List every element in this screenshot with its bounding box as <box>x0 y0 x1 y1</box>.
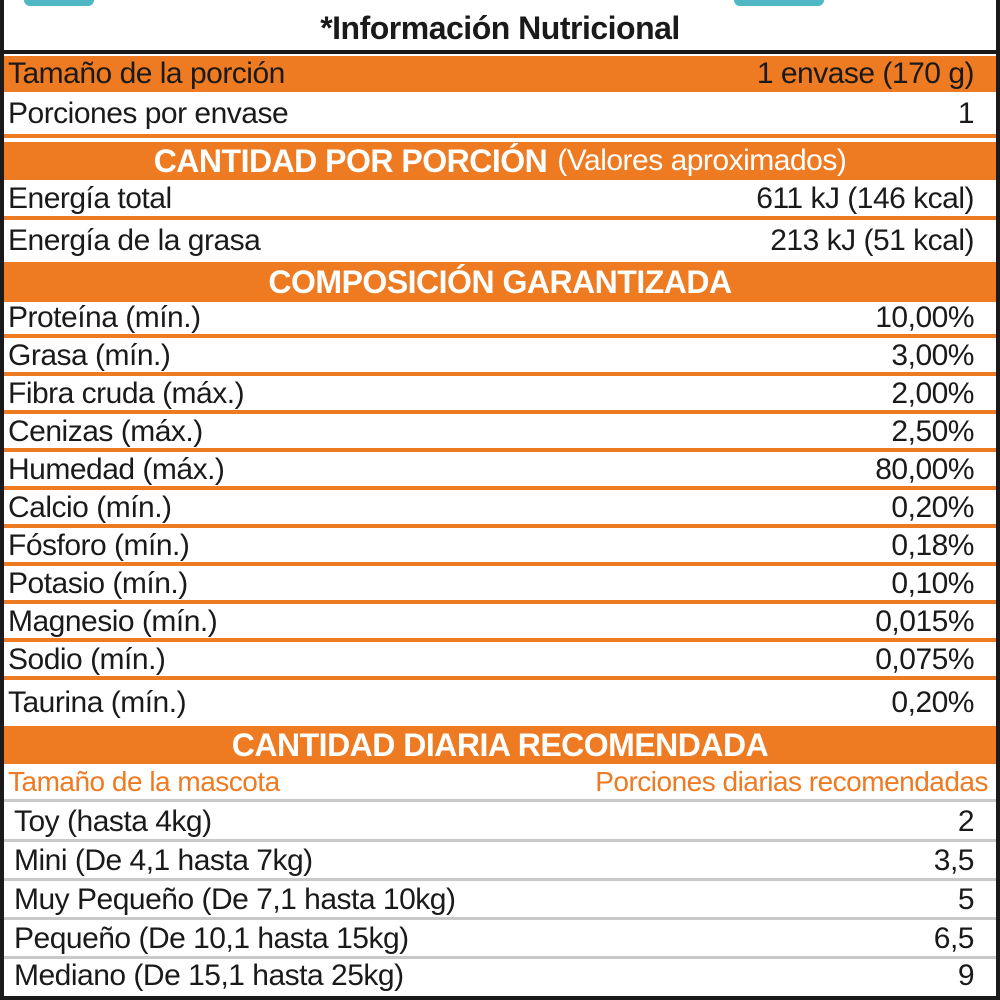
composition-value: 0,075% <box>875 643 974 676</box>
composition-label: Proteína (mín.) <box>8 301 201 334</box>
panel-title: *Información Nutricional <box>4 6 996 54</box>
pet-size-label: Mini (De 4,1 hasta 7kg) <box>14 843 313 877</box>
composition-row <box>4 530 996 566</box>
composition-label: Calcio (mín.) <box>8 491 172 524</box>
composition-label: Potasio (mín.) <box>8 567 188 600</box>
composition-label: Fibra cruda (máx.) <box>8 377 245 410</box>
composition-label: Fósforo (mín.) <box>8 529 190 562</box>
daily-portions-column-header: Porciones diarias recomendadas <box>595 765 988 797</box>
composition-row <box>4 454 996 490</box>
composition-row <box>4 682 996 724</box>
energy-label: Energía total <box>8 182 172 215</box>
servings-per-container-row <box>4 94 996 138</box>
energy-value: 213 kJ (51 kcal) <box>770 224 974 257</box>
servings-per-container-label: Porciones por envase <box>8 97 289 130</box>
daily-row <box>4 921 996 959</box>
energy-label: Energía de la grasa <box>8 224 261 257</box>
amount-section-title: CANTIDAD POR PORCIÓN <box>153 142 548 179</box>
composition-section-title: COMPOSICIÓN GARANTIZADA <box>268 263 732 300</box>
pet-size-column-header: Tamaño de la mascota <box>8 765 280 797</box>
daily-row <box>4 843 996 881</box>
serving-size-value: 1 envase (170 g) <box>756 57 974 90</box>
composition-value: 80,00% <box>875 453 974 486</box>
pet-size-label: Muy Pequeño (De 7,1 hasta 10kg) <box>14 882 456 916</box>
composition-row <box>4 340 996 376</box>
composition-label: Humedad (máx.) <box>8 453 225 486</box>
composition-row <box>4 302 996 338</box>
daily-row <box>4 882 996 920</box>
composition-row <box>4 378 996 414</box>
daily-amount-header <box>4 726 996 764</box>
composition-value: 0,20% <box>891 686 974 719</box>
pet-size-label: Toy (hasta 4kg) <box>14 804 212 838</box>
composition-row <box>4 416 996 452</box>
amount-section-note: (Valores aproximados) <box>557 144 847 177</box>
energy-row <box>4 182 996 220</box>
composition-row <box>4 492 996 528</box>
pet-size-label: Pequeño (De 10,1 hasta 15kg) <box>14 921 409 955</box>
composition-value: 3,00% <box>891 339 974 372</box>
energy-value: 611 kJ (146 kcal) <box>756 182 974 215</box>
composition-value: 10,00% <box>875 301 974 334</box>
daily-portions-value: 9 <box>957 959 974 992</box>
daily-row <box>4 804 996 842</box>
composition-label: Taurina (mín.) <box>8 686 187 719</box>
daily-table-header <box>4 764 996 802</box>
composition-value: 0,10% <box>891 567 974 600</box>
composition-value: 2,50% <box>891 415 974 448</box>
composition-label: Cenizas (máx.) <box>8 415 203 448</box>
composition-label: Sodio (mín.) <box>8 643 166 676</box>
daily-portions-value: 3,5 <box>933 843 974 877</box>
energy-row <box>4 222 996 260</box>
daily-portions-value: 2 <box>957 804 974 838</box>
composition-value: 2,00% <box>891 377 974 410</box>
composition-row <box>4 644 996 680</box>
composition-row <box>4 568 996 604</box>
serving-size-label: Tamaño de la porción <box>8 57 285 90</box>
composition-label: Grasa (mín.) <box>8 339 171 372</box>
composition-value: 0,20% <box>891 491 974 524</box>
composition-value: 0,015% <box>875 605 974 638</box>
composition-label: Magnesio (mín.) <box>8 605 218 638</box>
daily-row <box>4 958 996 994</box>
serving-size-row <box>4 56 996 92</box>
daily-section-title: CANTIDAD DIARIA RECOMENDADA <box>231 726 769 763</box>
daily-portions-value: 5 <box>957 882 974 916</box>
daily-portions-value: 6,5 <box>933 921 974 955</box>
composition-value: 0,18% <box>891 529 974 562</box>
amount-per-serving-header <box>4 142 996 180</box>
pet-size-label: Mediano (De 15,1 hasta 25kg) <box>14 959 404 992</box>
servings-per-container-value: 1 <box>957 97 974 130</box>
composition-row <box>4 606 996 642</box>
composition-header <box>4 262 996 302</box>
